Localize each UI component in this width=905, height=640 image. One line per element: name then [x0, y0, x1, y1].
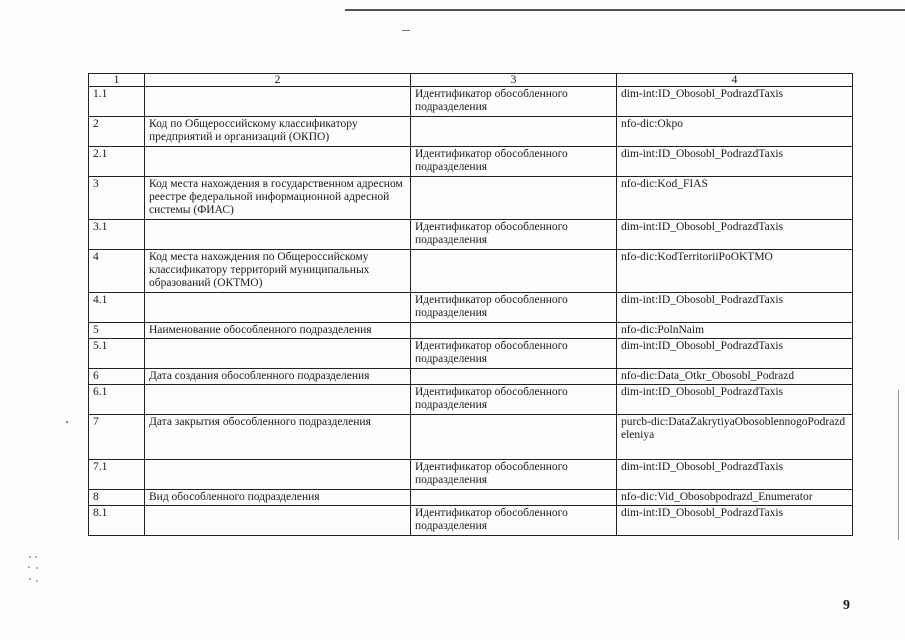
- row-description-cell: [411, 415, 617, 460]
- row-description-cell: Идентификатор обособленного подразделения: [411, 220, 617, 250]
- row-name-cell: [145, 220, 411, 250]
- row-description-cell: [411, 323, 617, 339]
- table-row: [89, 385, 853, 415]
- row-code-cell: nfo-dic:Kod_FIAS: [617, 177, 853, 220]
- row-number-cell: 8: [89, 490, 145, 506]
- row-code-cell: dim-int:ID_Obosobl_PodrazdTaxis: [617, 293, 853, 323]
- scan-dot: [66, 421, 68, 423]
- row-description-cell: Идентификатор обособленного подразделения: [411, 460, 617, 490]
- table-row: [89, 293, 853, 323]
- row-code-cell: nfo-dic:Data_Otkr_Obosobl_Podrazd: [617, 369, 853, 385]
- row-code-cell: dim-int:ID_Obosobl_PodrazdTaxis: [617, 506, 853, 536]
- table-row: [89, 490, 853, 506]
- table-row: [89, 460, 853, 490]
- row-name-cell: Наименование обособленного подразделения: [145, 323, 411, 339]
- row-code-cell: nfo-dic:Vid_Obosobpodrazd_Enumerator: [617, 490, 853, 506]
- row-code-cell: nfo-dic:Okpo: [617, 117, 853, 147]
- row-name-cell: [145, 87, 411, 117]
- table-row: [89, 87, 853, 117]
- table-row: [89, 177, 853, 220]
- row-description-cell: Идентификатор обособленного подразделения: [411, 385, 617, 415]
- row-description-cell: [411, 490, 617, 506]
- row-code-cell: nfo-dic:PolnNaim: [617, 323, 853, 339]
- row-description-cell: Идентификатор обособленного подразделения: [411, 293, 617, 323]
- row-code-cell: dim-int:ID_Obosobl_PodrazdTaxis: [617, 339, 853, 369]
- table-row: [89, 415, 853, 460]
- scan-edge-mark: [898, 390, 899, 540]
- table-row: [89, 117, 853, 147]
- row-description-cell: [411, 250, 617, 293]
- row-code-cell: dim-int:ID_Obosobl_PodrazdTaxis: [617, 385, 853, 415]
- row-name-cell: [145, 147, 411, 177]
- row-name-cell: Код по Общероссийскому классификатору предприятий и организаций (ОКПО): [145, 117, 411, 147]
- table-row: [89, 506, 853, 536]
- row-number-cell: 1.1: [89, 87, 145, 117]
- row-number-cell: 7: [89, 415, 145, 460]
- row-name-cell: [145, 385, 411, 415]
- row-number-cell: 7.1: [89, 460, 145, 490]
- header-cell-3: 3: [411, 74, 617, 87]
- row-description-cell: [411, 117, 617, 147]
- row-name-cell: Код места нахождения по Общероссийскому классификатору территорий муниципальных образований (ОКТМО): [145, 250, 411, 293]
- row-name-cell: [145, 293, 411, 323]
- row-code-cell: dim-int:ID_Obosobl_PodrazdTaxis: [617, 460, 853, 490]
- row-description-cell: [411, 177, 617, 220]
- row-description-cell: Идентификатор обособленного подразделения: [411, 87, 617, 117]
- row-number-cell: 5.1: [89, 339, 145, 369]
- row-name-cell: Дата закрытия обособленного подразделения: [145, 415, 411, 460]
- row-number-cell: 6: [89, 369, 145, 385]
- table-row: [89, 147, 853, 177]
- row-number-cell: 3: [89, 177, 145, 220]
- row-description-cell: [411, 369, 617, 385]
- row-code-cell: dim-int:ID_Obosobl_PodrazdTaxis: [617, 87, 853, 117]
- table-row: [89, 369, 853, 385]
- row-number-cell: 2: [89, 117, 145, 147]
- header-cell-4: 4: [617, 74, 853, 87]
- row-name-cell: Вид обособленного подразделения: [145, 490, 411, 506]
- row-description-cell: Идентификатор обособленного подразделения: [411, 506, 617, 536]
- row-number-cell: 8.1: [89, 506, 145, 536]
- row-number-cell: 2.1: [89, 147, 145, 177]
- row-name-cell: Дата создания обособленного подразделения: [145, 369, 411, 385]
- row-name-cell: Код места нахождения в государственном адресном реестре федеральной информационной адресной системы (ФИАС): [145, 177, 411, 220]
- row-code-cell: nfo-dic:KodTerritoriiPoOKTMO: [617, 250, 853, 293]
- table-row: [89, 339, 853, 369]
- table-row: [89, 250, 853, 293]
- header-cell-1: 1: [89, 74, 145, 87]
- row-description-cell: Идентификатор обособленного подразделения: [411, 147, 617, 177]
- row-number-cell: 3.1: [89, 220, 145, 250]
- row-name-cell: [145, 460, 411, 490]
- row-number-cell: 4: [89, 250, 145, 293]
- row-number-cell: 4.1: [89, 293, 145, 323]
- header-cell-2: 2: [145, 74, 411, 87]
- row-number-cell: 6.1: [89, 385, 145, 415]
- page-number: 9: [843, 598, 850, 613]
- row-code-cell: dim-int:ID_Obosobl_PodrazdTaxis: [617, 147, 853, 177]
- row-code-cell: dim-int:ID_Obosobl_PodrazdTaxis: [617, 220, 853, 250]
- top-rule: [345, 9, 905, 11]
- table-row: [89, 323, 853, 339]
- row-name-cell: [145, 506, 411, 536]
- row-code-cell: purcb-dic:DataZakrytiyaObosoblennogoPodrazdeleniya: [617, 415, 853, 460]
- table-row: [89, 220, 853, 250]
- data-table: [88, 73, 853, 536]
- row-number-cell: 5: [89, 323, 145, 339]
- row-description-cell: Идентификатор обособленного подразделения: [411, 339, 617, 369]
- binding-holes: [27, 555, 41, 585]
- header-row: [89, 74, 853, 87]
- row-name-cell: [145, 339, 411, 369]
- scan-mark: [402, 30, 410, 31]
